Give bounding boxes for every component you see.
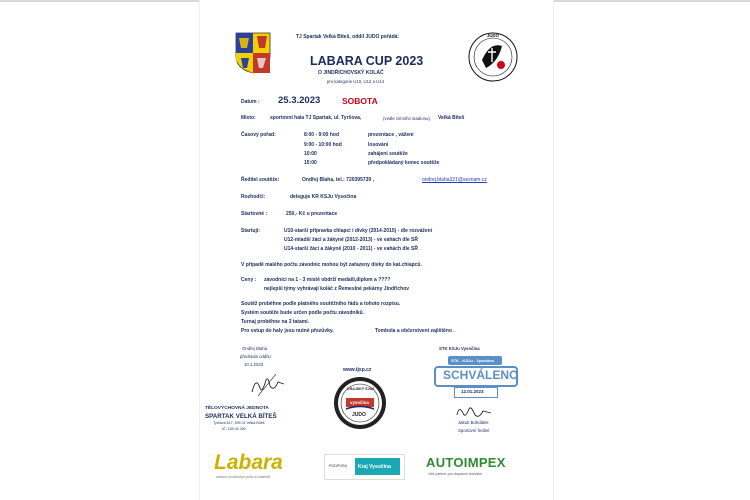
startovne-label: Startovné : bbox=[241, 211, 268, 217]
sponsor-kraj-text: Kraj Vysočina bbox=[358, 464, 391, 470]
coat-of-arms-icon bbox=[235, 32, 271, 74]
signer-right-role: Sportovní ředitel bbox=[458, 428, 490, 433]
schedule-time: 15:00 bbox=[304, 160, 317, 166]
email-link[interactable]: ondrej.blaha321@seznam.cz bbox=[422, 177, 487, 183]
judo-logo-text: JUDO bbox=[487, 33, 499, 38]
misto-value: sportovní hala TJ Spartak, ul. Tyršova, bbox=[270, 115, 362, 121]
reditel-label: Ředitel soutěže: bbox=[241, 177, 280, 183]
stamp-date: 12.01.2023 bbox=[461, 389, 484, 394]
ks-logo-mid: vysočina bbox=[350, 400, 369, 405]
schedule-event: prezentace , vážení bbox=[368, 132, 414, 138]
club-stamp-line: TĚLOVÝCHOVNÁ JEDNOTA bbox=[205, 406, 269, 411]
rule-line: Systém soutěže bude určen podle počtu závodníků. bbox=[241, 310, 365, 316]
note-line: V případě malého počtu závodnic mohou být zařazeny dívky do kat.chlapců. bbox=[241, 262, 422, 268]
sponsor-labara-sub: zdobení perníkových pečiv a materiálů bbox=[216, 475, 271, 479]
event-subtitle: O JINDŘICHOVSKÝ KOLÁČ bbox=[318, 70, 384, 76]
schedule-event: předpokládaný konec soutěže bbox=[368, 160, 440, 166]
judo-club-logo-icon bbox=[468, 32, 518, 82]
event-day: SOBOTA bbox=[342, 96, 378, 106]
startuji-item: U12-mladší žáci a žákyně (2012-2013) - ve vahách dle SŘ bbox=[284, 237, 418, 243]
ceny-label: Ceny : bbox=[241, 277, 257, 283]
left-signature-icon bbox=[248, 372, 288, 398]
signer-right-name: Jakub Bohdálek bbox=[458, 420, 489, 425]
stamp-top-text: STK - KSJu - Vysočina bbox=[451, 358, 494, 363]
ceny-line-1: závodníci na 1 - 3 místě obdrží medaili,diplom a ???? bbox=[264, 277, 391, 283]
startuji-item: U14-starší žáci a žákyně (2010 - 2011) - ve vahách dle SŘ bbox=[284, 246, 418, 252]
schedule-event: losování bbox=[368, 142, 389, 148]
event-date: 25.3.2023 bbox=[278, 95, 321, 106]
tombola-line: Tombola a občerstvení zajištěno . bbox=[375, 328, 455, 334]
club-stamp-line: Tyršova 617, 595 01 Velká Bíteš bbox=[213, 421, 265, 425]
sponsor-podpora: PODPORA bbox=[329, 464, 347, 468]
rule-line: Pro vstup do haly jsou nutné přezůvky. bbox=[241, 328, 334, 334]
event-title: LABARA CUP 2023 bbox=[310, 54, 424, 68]
club-stamp-line: SPARTAK VELKÁ BÍTEŠ bbox=[205, 413, 277, 420]
club-stamp-line: IČ: 155 44 269 bbox=[222, 427, 246, 431]
startuji-label: Startují: bbox=[241, 228, 260, 234]
ks-logo-top: KRAJSKÝ SVAZ bbox=[347, 387, 375, 391]
misto-label: Místo: bbox=[241, 115, 256, 121]
approval-stamp bbox=[434, 356, 519, 399]
schedule-time: 9:00 - 10:00 hod bbox=[304, 142, 342, 148]
startovne-value: 250,- Kč u prezentace bbox=[286, 211, 338, 217]
casovy-label: Časový pořad: bbox=[241, 132, 276, 138]
signer-name: Ondřej Blaha bbox=[242, 346, 268, 351]
signer-role: předseda oddílu bbox=[240, 354, 271, 359]
right-signature-icon bbox=[453, 403, 495, 421]
ceny-line-2: nejlepší týmy vyhrávají koláč z Řemeslné pekárny Jindřichov bbox=[264, 286, 410, 292]
event-categories: pro kategorie U10, U12 a U14 bbox=[327, 79, 385, 84]
document-page bbox=[199, 0, 554, 500]
rule-line: Turnaj proběhne na 3 tatami. bbox=[241, 319, 309, 325]
schedule-time: 10:00 bbox=[304, 151, 317, 157]
rozhodci-label: Rozhodčí: bbox=[241, 194, 266, 200]
sponsor-autoimpex-sub: Váš partner pro dopravní techniku bbox=[428, 472, 483, 476]
schedule-time: 8:00 - 9:00 hod bbox=[304, 132, 340, 138]
rule-line: Soutěž proběhne podle platného soutěžního řádu a tohoto rozpisu. bbox=[241, 301, 401, 307]
stk-title: STK KSJu Vysočina bbox=[439, 346, 480, 351]
sponsor-labara: Labara bbox=[214, 451, 283, 474]
misto-note: (vedle zimního stadionu), bbox=[383, 116, 432, 121]
datum-label: Datum : bbox=[241, 99, 260, 105]
misto-city: Velká Bíteš bbox=[438, 115, 465, 121]
website-text[interactable]: www.tjsp.cz bbox=[343, 367, 372, 373]
rozhodci-value: deleguje KR KSJu Vysočina bbox=[290, 194, 357, 200]
stamp-main-text: SCHVÁLENO bbox=[443, 368, 519, 382]
sponsor-kraj-box bbox=[324, 454, 405, 480]
schedule-event: zahájení soutěže bbox=[368, 151, 408, 157]
signer-date: 10.1.2023 bbox=[244, 362, 264, 367]
ks-logo-bottom: JUDO bbox=[352, 412, 366, 418]
startuji-item: U10-starší přípravka chlapci i dívky (2014-2015) - dle rozvážení bbox=[284, 228, 433, 234]
sponsor-autoimpex: AUTOIMPEX bbox=[426, 455, 506, 470]
reditel-value: Ondřej Blaha, tel.: 720395739 , bbox=[302, 177, 374, 183]
organizer-line: TJ Spartak Velká Bíteš, oddíl JUDO pořádá: bbox=[296, 34, 400, 40]
